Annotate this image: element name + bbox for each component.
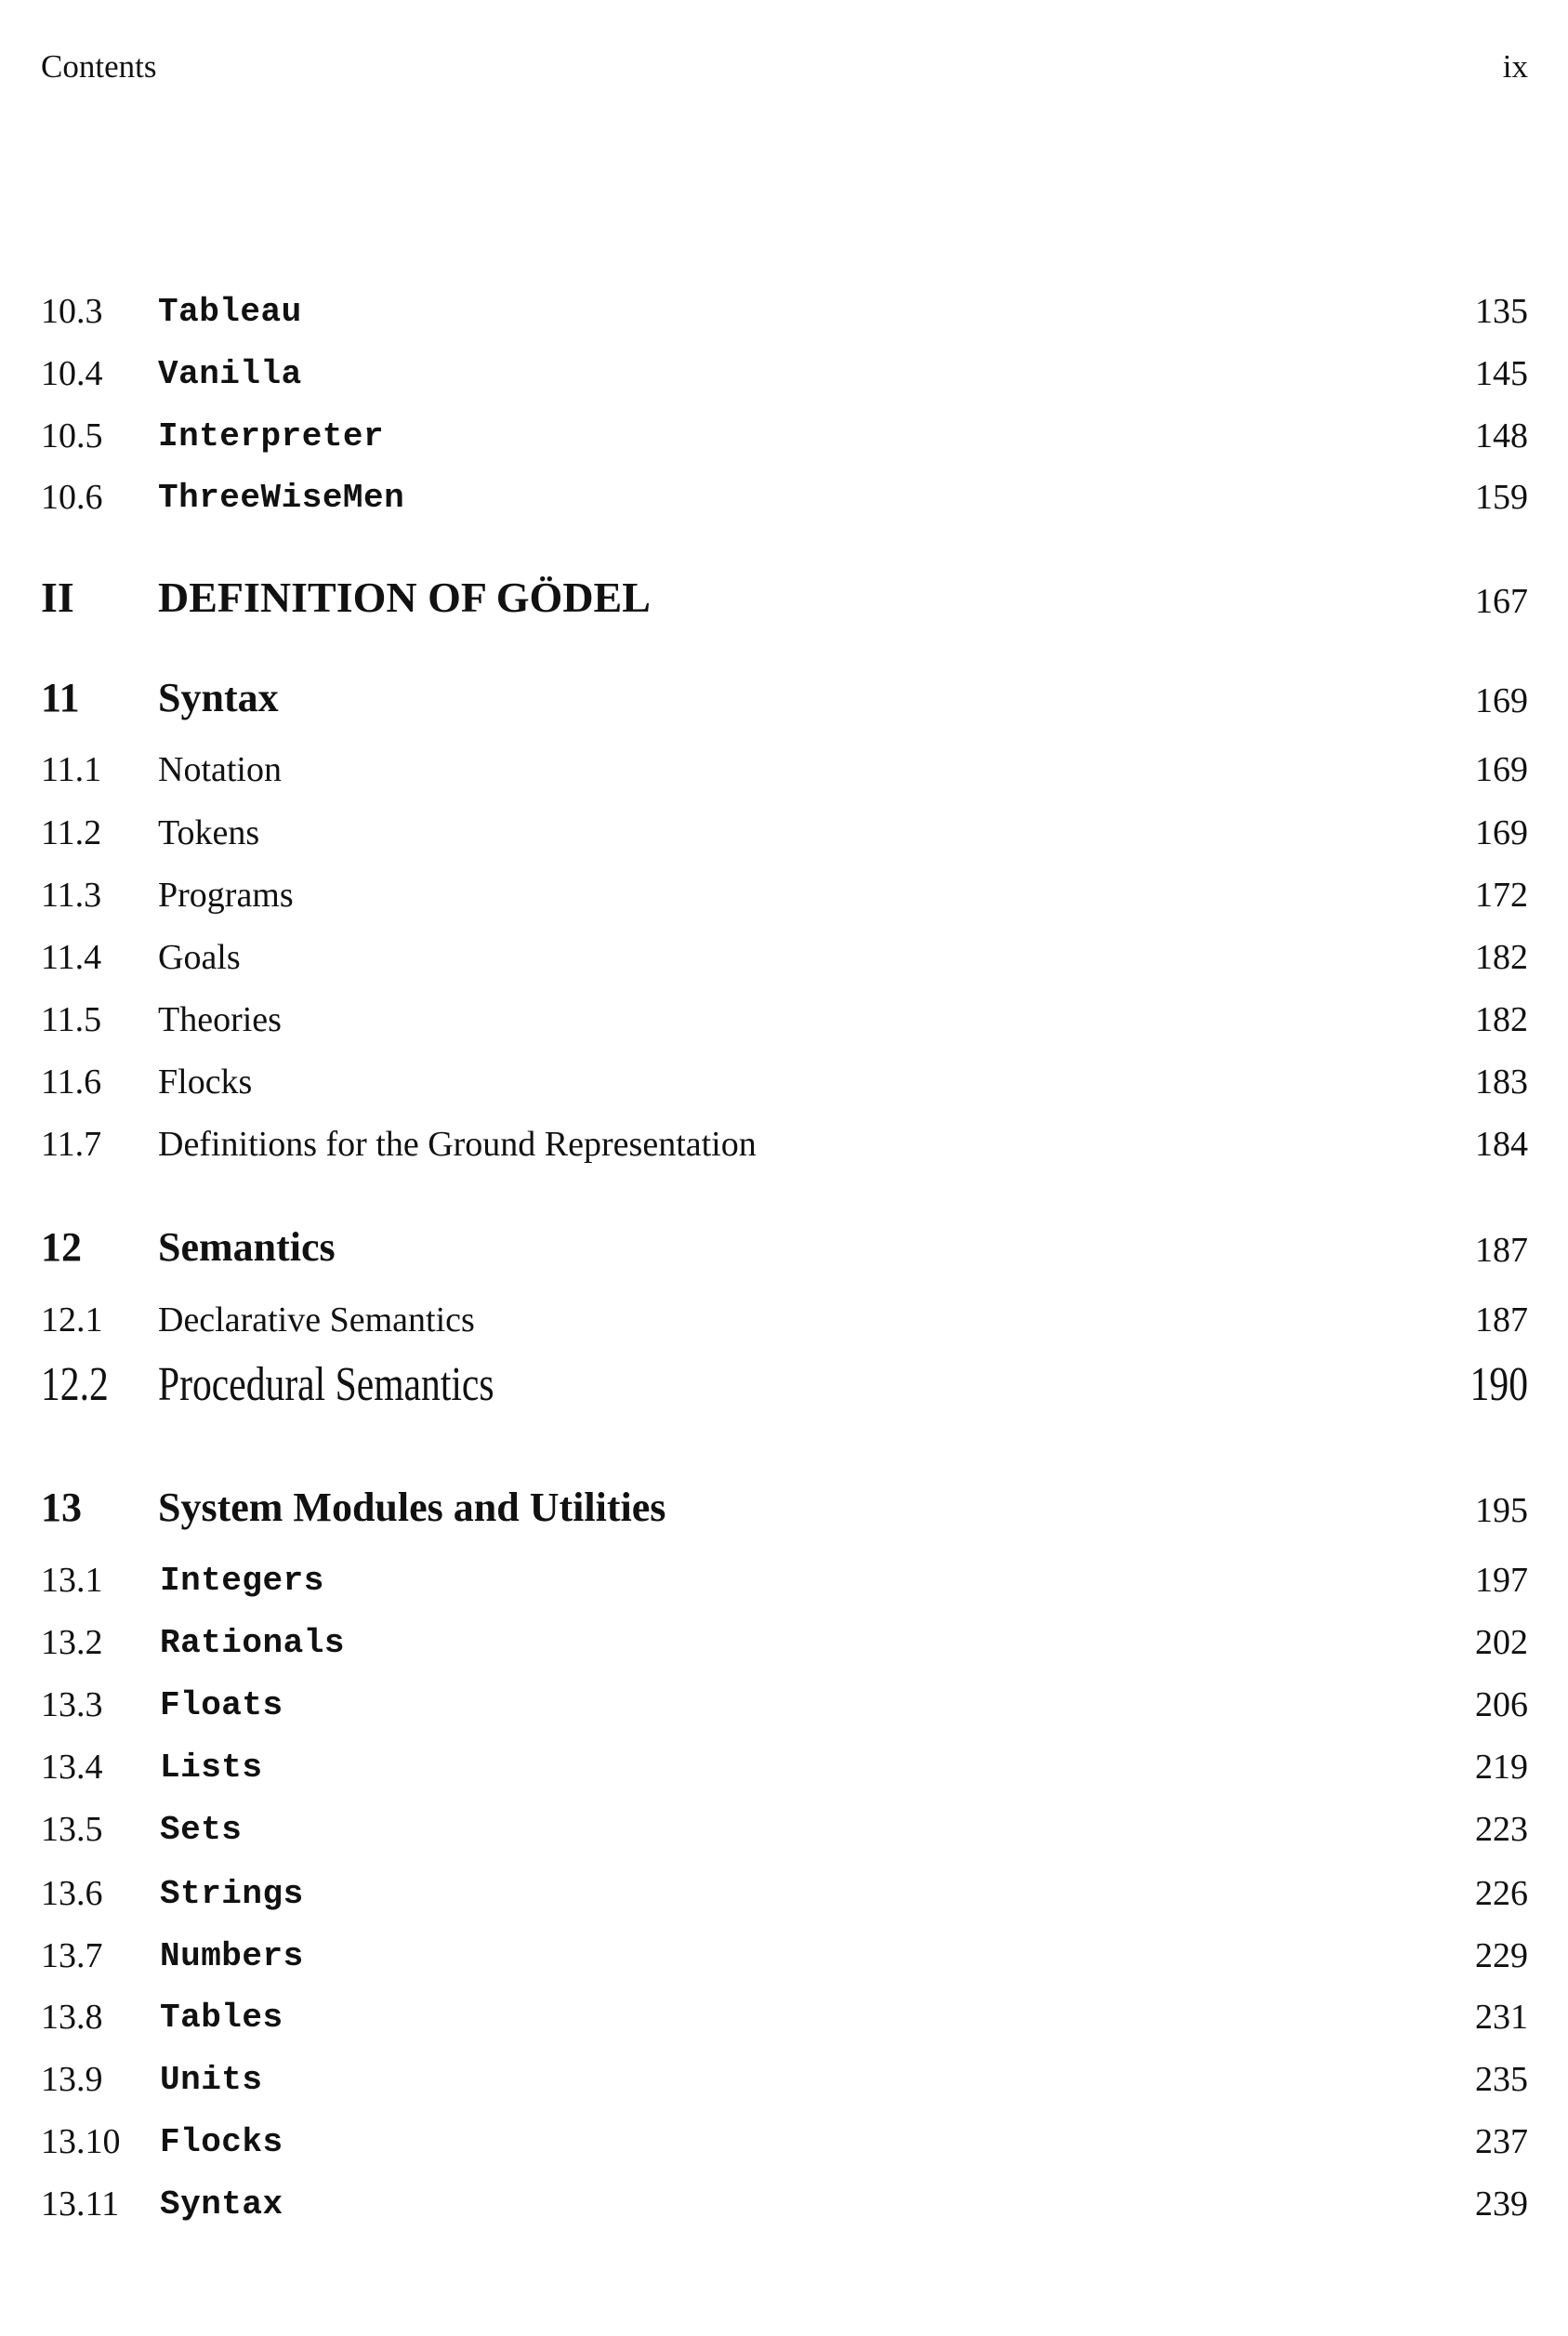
toc-entry-10-4[interactable] <box>41 336 1528 391</box>
toc-entry-number: 13.8 <box>41 1998 103 2037</box>
toc-entry-title: Declarative Semantics <box>158 1300 475 1340</box>
toc-entry-page: 226 <box>1475 1874 1528 1913</box>
toc-entry-13-8[interactable] <box>41 1979 1528 2035</box>
toc-chapter-number: 13 <box>41 1485 82 1530</box>
page-number: ix <box>1502 48 1528 85</box>
toc-entry-13-11[interactable] <box>41 2166 1528 2222</box>
toc-entry-number: 13.2 <box>41 1623 103 1662</box>
toc-entry-number: 13.5 <box>41 1810 103 1849</box>
toc-entry-number: 11.7 <box>41 1125 102 1164</box>
toc-chapter-number: 12 <box>41 1224 82 1270</box>
toc-entry-number: 10.3 <box>41 292 103 331</box>
toc-entry-title: Procedural Semantics <box>158 1358 494 1411</box>
toc-entry-title: ThreeWiseMen <box>158 479 405 517</box>
toc-entry-page: 135 <box>1475 292 1528 331</box>
toc-entry-number: 10.5 <box>41 416 103 455</box>
toc-entry-11-4[interactable] <box>41 919 1528 975</box>
toc-entry-number: 11.3 <box>41 876 102 915</box>
toc-entry-title: Definitions for the Ground Representation <box>158 1125 757 1164</box>
toc-entry-title: Units <box>160 2061 263 2099</box>
toc-entry-page: 167 <box>1475 582 1528 621</box>
toc-entry-number: 13.6 <box>41 1874 103 1913</box>
toc-entry-page: 235 <box>1475 2060 1528 2099</box>
toc-entry-title: Integers <box>160 1562 324 1600</box>
toc-entry-number: 13.3 <box>41 1685 103 1724</box>
toc-entry-page: 169 <box>1475 681 1528 720</box>
toc-entry-page: 231 <box>1475 1998 1528 2037</box>
toc-entry-number: 13.10 <box>41 2122 121 2161</box>
toc-entry-title: Lists <box>160 1749 263 1787</box>
toc-entry-title: Tables <box>160 1999 283 2037</box>
toc-entry-11-7[interactable] <box>41 1106 1528 1162</box>
toc-entry-page: 169 <box>1475 750 1528 789</box>
toc-entry-title: Strings <box>160 1875 304 1913</box>
toc-entry-number: 13.11 <box>41 2184 120 2224</box>
toc-entry-number: 11.5 <box>41 1000 102 1039</box>
toc-entry-number: 12.2 <box>41 1358 109 1411</box>
toc-entry-title: Theories <box>158 1000 282 1039</box>
toc-entry-number: 12.1 <box>41 1300 103 1340</box>
toc-entry-11-2[interactable] <box>41 795 1528 851</box>
toc-entry-10-5[interactable] <box>41 398 1528 454</box>
toc-entry-13-2[interactable] <box>41 1604 1528 1660</box>
toc-entry-title: Tokens <box>158 813 260 852</box>
toc-entry-number: 13.4 <box>41 1748 103 1787</box>
toc-entry-page: 190 <box>1469 1358 1528 1411</box>
toc-entry-page: 184 <box>1475 1125 1528 1164</box>
toc-entry-12-2[interactable] <box>41 1353 1528 1409</box>
toc-entry-number: 10.4 <box>41 354 103 393</box>
toc-entry-13-5[interactable] <box>41 1791 1528 1847</box>
toc-entry-title: Goals <box>158 938 241 977</box>
toc-entry-page: 239 <box>1475 2184 1528 2224</box>
toc-entry-number: 11.6 <box>41 1062 102 1102</box>
toc-entry-number: 13.9 <box>41 2060 103 2099</box>
toc-entry-13-9[interactable] <box>41 2041 1528 2097</box>
toc-entry-page: 237 <box>1475 2122 1528 2161</box>
toc-entry-page: 159 <box>1475 478 1528 517</box>
toc-entry-number: 13.1 <box>41 1561 103 1600</box>
toc-chapter-number: 11 <box>41 675 80 720</box>
toc-entry-page: 202 <box>1475 1623 1528 1662</box>
toc-entry-page: 183 <box>1475 1062 1528 1102</box>
toc-entry-number: 11.4 <box>41 938 102 977</box>
toc-entry-page: 145 <box>1475 354 1528 393</box>
toc-entry-page: 182 <box>1475 1000 1528 1039</box>
toc-entry-title: Floats <box>160 1686 283 1724</box>
toc-entry-12-1[interactable] <box>41 1282 1528 1338</box>
toc-entry-page: 219 <box>1475 1748 1528 1787</box>
toc-entry-page: 229 <box>1475 1936 1528 1975</box>
toc-entry-10-3[interactable] <box>41 273 1528 329</box>
toc-entry-title: Syntax <box>160 2185 283 2224</box>
toc-entry-13-7[interactable] <box>41 1918 1528 1973</box>
toc-entry-page: 206 <box>1475 1685 1528 1724</box>
toc-entry-page: 172 <box>1475 876 1528 915</box>
toc-entry-13-10[interactable] <box>41 2104 1528 2159</box>
toc-entry-11-3[interactable] <box>41 857 1528 913</box>
toc-entry-title: Vanilla <box>158 355 302 393</box>
toc-chapter-title: System Modules and Utilities <box>158 1485 666 1530</box>
toc-entry-title: Tableau <box>158 293 302 331</box>
toc-entry-13-1[interactable] <box>41 1542 1528 1598</box>
toc-entry-page: 187 <box>1475 1231 1528 1270</box>
toc-part-title: DEFINITION OF GÖDEL <box>158 574 651 621</box>
toc-entry-page: 197 <box>1475 1561 1528 1600</box>
toc-entry-title: Interpreter <box>158 417 385 455</box>
toc-entry-13-3[interactable] <box>41 1667 1528 1722</box>
toc-entry-page: 195 <box>1475 1491 1528 1530</box>
toc-chapter-11[interactable] <box>41 663 1528 719</box>
toc-chapter-12[interactable] <box>41 1212 1528 1268</box>
toc-entry-number: 11.1 <box>41 750 102 789</box>
toc-chapter-title: Semantics <box>158 1224 336 1270</box>
toc-entry-page: 148 <box>1475 416 1528 455</box>
toc-entry-11-6[interactable] <box>41 1044 1528 1100</box>
toc-entry-13-6[interactable] <box>41 1855 1528 1911</box>
toc-entry-title: Rationals <box>160 1624 345 1662</box>
toc-entry-page: 182 <box>1475 938 1528 977</box>
toc-part-number: II <box>41 574 74 621</box>
toc-entry-title: Flocks <box>158 1062 253 1102</box>
running-title: Contents <box>41 48 157 85</box>
toc-entry-page: 169 <box>1475 813 1528 852</box>
toc-entry-title: Notation <box>158 750 282 789</box>
toc-entry-number: 10.6 <box>41 478 103 517</box>
running-head <box>41 48 1528 93</box>
toc-chapter-13[interactable] <box>41 1472 1528 1528</box>
toc-chapter-title: Syntax <box>158 675 279 720</box>
toc-entry-11-1[interactable] <box>41 732 1528 787</box>
toc-entry-title: Programs <box>158 876 294 915</box>
toc-entry-10-6[interactable] <box>41 459 1528 515</box>
toc-entry-number: 11.2 <box>41 813 102 852</box>
toc-entry-number: 13.7 <box>41 1936 103 1975</box>
toc-entry-page: 187 <box>1475 1300 1528 1340</box>
toc-entry-11-5[interactable] <box>41 982 1528 1037</box>
toc-entry-page: 223 <box>1475 1810 1528 1849</box>
toc-part-ii[interactable] <box>41 563 1528 619</box>
toc-entry-title: Flocks <box>160 2123 283 2161</box>
toc-entry-13-4[interactable] <box>41 1729 1528 1785</box>
toc-entry-title: Numbers <box>160 1937 304 1975</box>
toc-entry-title: Sets <box>160 1811 243 1849</box>
